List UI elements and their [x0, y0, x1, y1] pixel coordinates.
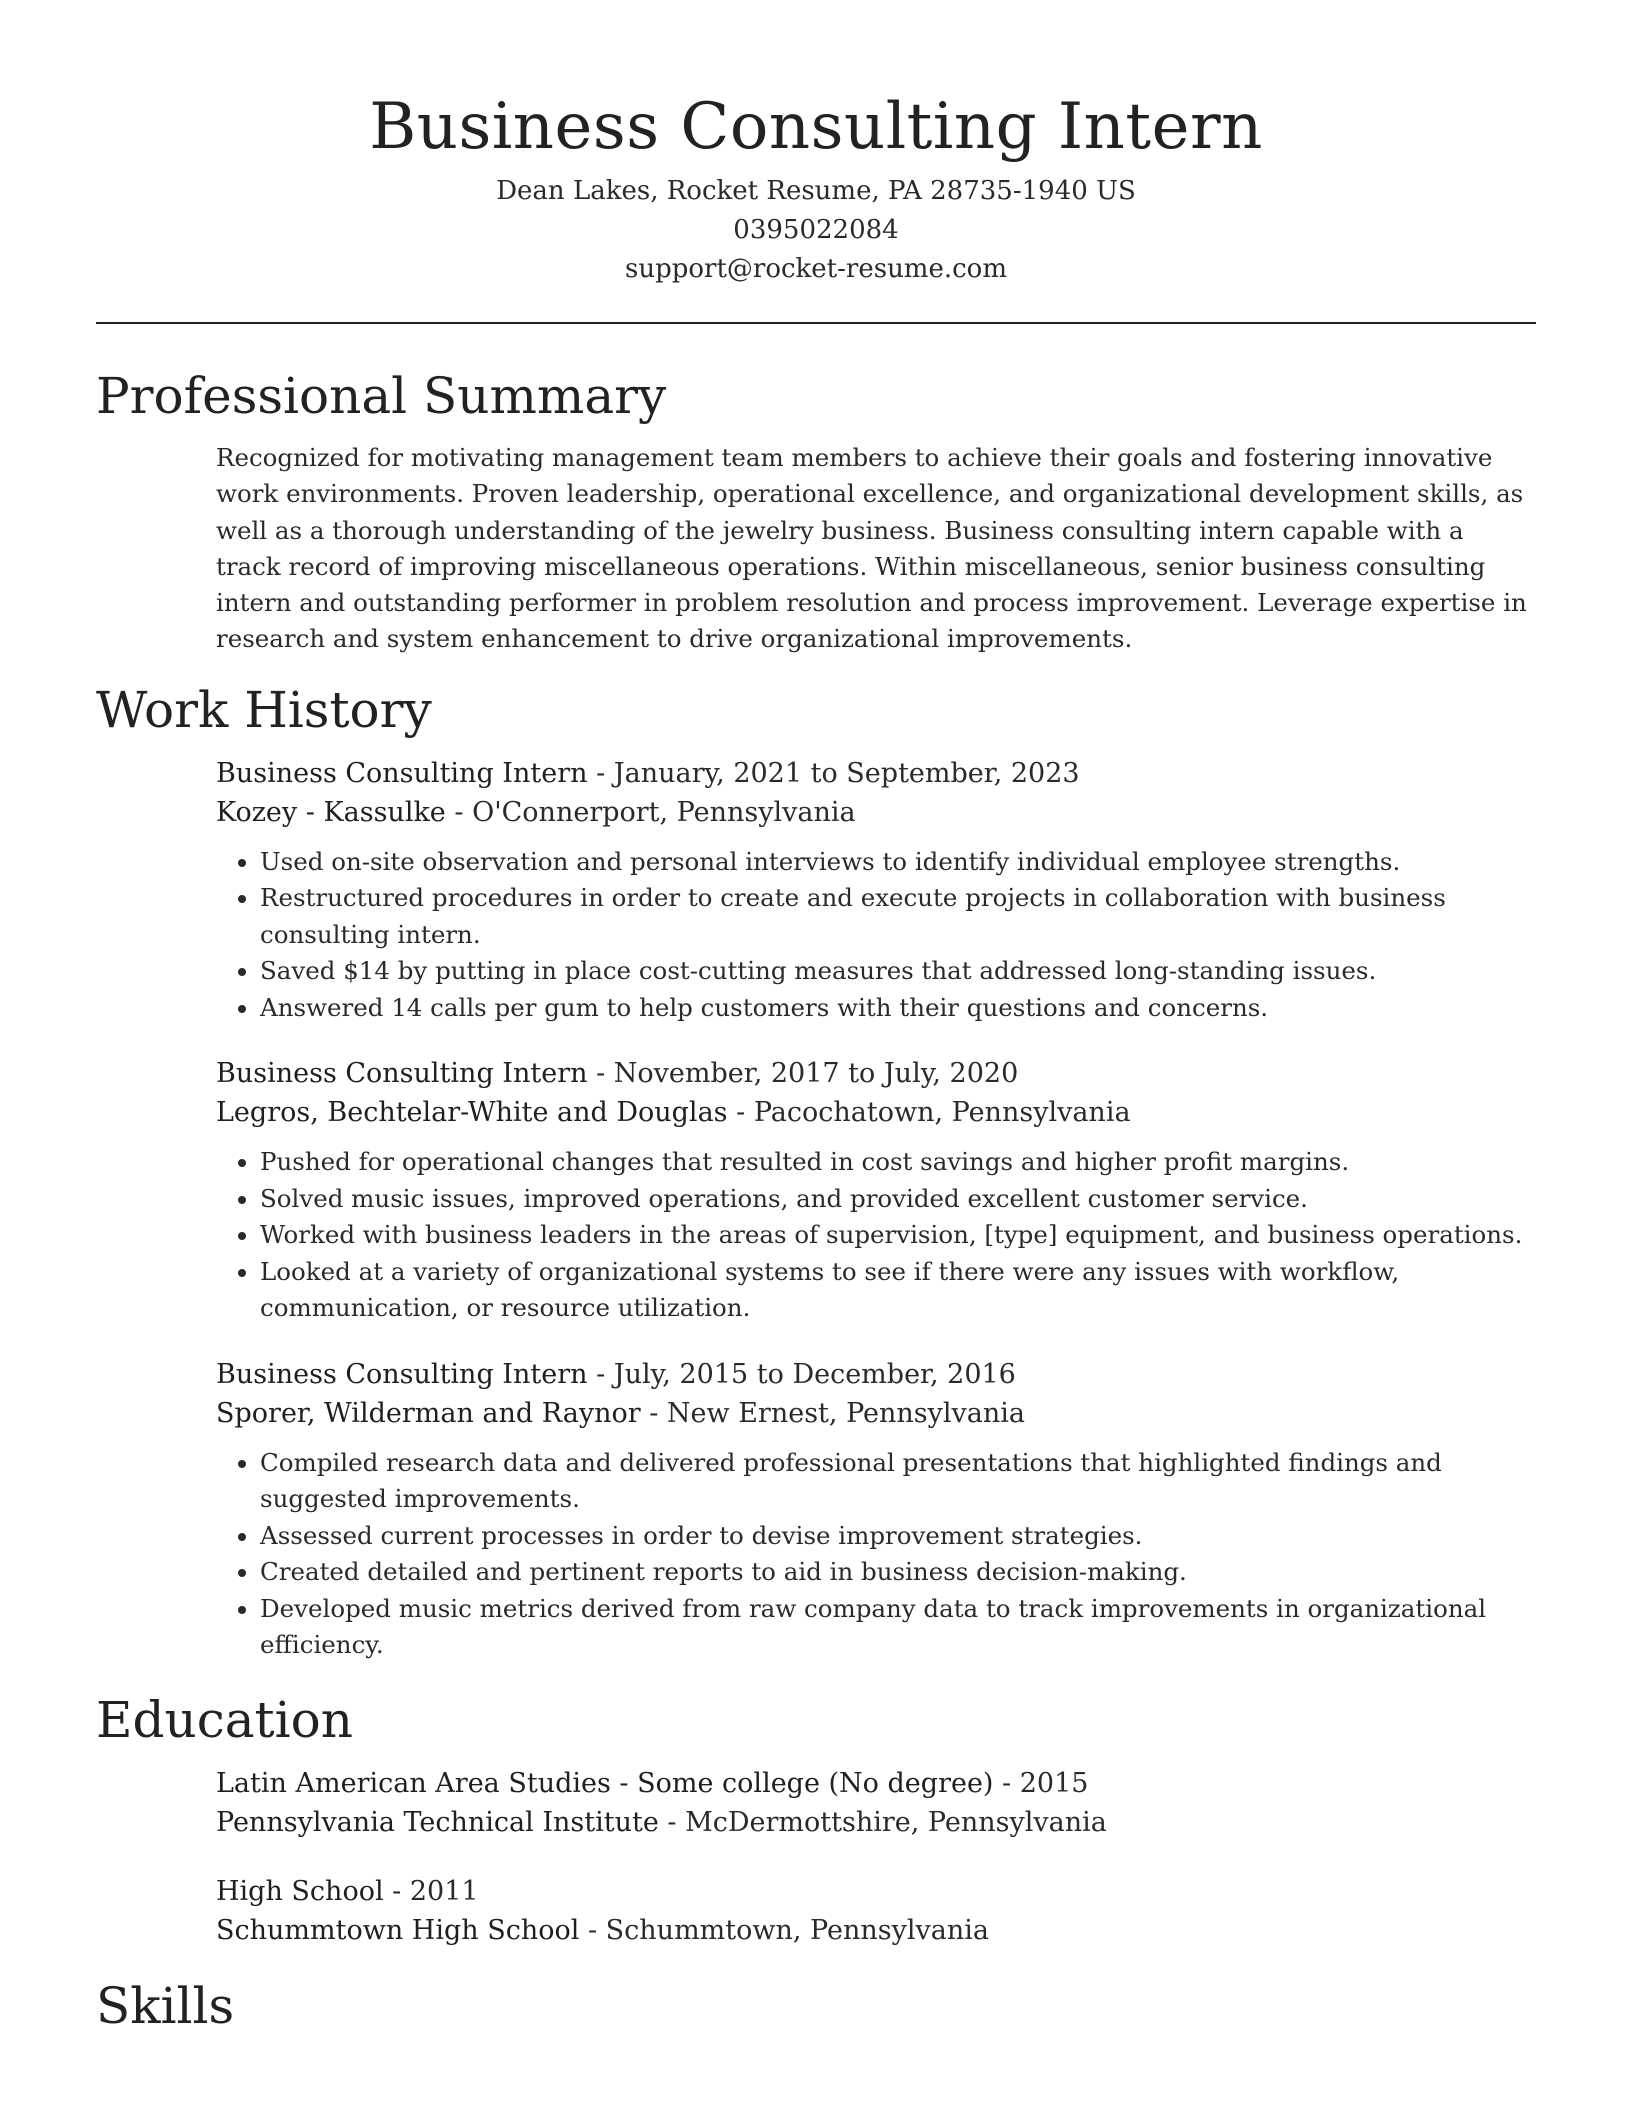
- job-location: - Pacochatown, Pennsylvania: [727, 1097, 1131, 1129]
- job-dates: - July, 2015 to December, 2016: [587, 1358, 1016, 1390]
- skills-section: [96, 1974, 1536, 2038]
- job-company: Kozey - Kassulke: [216, 796, 446, 828]
- job-entry: [216, 1054, 1536, 1327]
- summary-section: [96, 364, 1536, 658]
- summary-body: [216, 440, 1536, 658]
- education-school-line: [216, 1911, 1536, 1950]
- job-entry: [216, 1355, 1536, 1664]
- education-degree: High School: [216, 1875, 384, 1907]
- job-bullet: • Looked at a variety of organizational systems to see if there were any issues with workflow, communication, or resource utilization.: [260, 1254, 1536, 1327]
- education-section: [96, 1688, 1536, 1950]
- job-title-line: [216, 754, 1536, 793]
- job-dates: - November, 2017 to July, 2020: [587, 1058, 1019, 1090]
- job-bullet: • Restructured procedures in order to create and execute projects in collaboration with business consulting intern.: [260, 880, 1536, 953]
- job-entry: [216, 754, 1536, 1027]
- job-bullets: [216, 844, 1536, 1027]
- job-bullet: • Created detailed and pertinent reports to aid in business decision-making.: [260, 1554, 1536, 1591]
- education-body: [216, 1764, 1536, 1950]
- job-bullet: • Used on-site observation and personal interviews to identify individual employee strengths.: [260, 844, 1536, 881]
- job-bullet: • Answered 14 calls per gum to help customers with their questions and concerns.: [260, 990, 1536, 1027]
- education-degree: Latin American Area Studies - Some college (No degree): [216, 1767, 994, 1799]
- job-title: Business Consulting Intern: [216, 1058, 588, 1090]
- contact-email: support@rocket-resume.com: [624, 254, 1007, 284]
- job-title: Business Consulting Intern: [216, 1358, 588, 1390]
- job-title-line: [216, 1054, 1536, 1093]
- education-year: - 2011: [383, 1875, 479, 1907]
- header-divider: [96, 322, 1536, 324]
- education-heading: Education: [96, 1690, 353, 1749]
- job-bullet: • Worked with business leaders in the areas of supervision, [type] equipment, and business operations.: [260, 1217, 1536, 1254]
- job-company-line: [216, 793, 1536, 832]
- summary-heading: Professional Summary: [96, 367, 667, 425]
- education-location: - McDermottshire, Pennsylvania: [658, 1806, 1107, 1838]
- skills-heading: Skills: [96, 1976, 235, 2035]
- education-degree-line: [216, 1872, 1536, 1911]
- job-location: - New Ernest, Pennsylvania: [640, 1397, 1025, 1429]
- education-school: Schummtown High School: [216, 1914, 580, 1946]
- job-bullet: • Developed music metrics derived from raw company data to track improvements in organizational efficiency.: [260, 1591, 1536, 1664]
- education-school: Pennsylvania Technical Institute: [216, 1806, 659, 1838]
- job-bullet: • Solved music issues, improved operations, and provided excellent customer service.: [260, 1181, 1536, 1218]
- education-year: - 2015: [993, 1767, 1089, 1799]
- resume-title: Business Consulting Intern: [369, 90, 1263, 164]
- contact-block: [96, 172, 1536, 289]
- work-history-heading: Work History: [96, 680, 432, 739]
- job-company: Sporer, Wilderman and Raynor: [216, 1397, 641, 1429]
- job-company: Legros, Bechtelar-White and Douglas: [216, 1097, 728, 1129]
- job-bullets: [216, 1445, 1536, 1664]
- summary-text: Recognized for motivating management team members to achieve their goals and fostering innovative work environments. Proven leadership, operational excellence, and organizational development skills, as well as a thorough understanding of the jewelry business. Business consulting intern capable with a track record of improving miscellaneous operations. Within miscellaneous, senior business consulting intern and outstanding performer in problem resolution and process improvement. Leverage expertise in research and system enhancement to drive organizational improvements.: [216, 443, 1527, 654]
- job-bullet: • Saved $14 by putting in place cost-cutting measures that addressed long-standing issues.: [260, 953, 1536, 990]
- education-school-line: [216, 1803, 1536, 1842]
- job-title: Business Consulting Intern: [216, 757, 588, 789]
- resume-page: [96, 0, 1536, 2038]
- job-company-line: [216, 1093, 1536, 1132]
- job-company-line: [216, 1394, 1536, 1433]
- education-location: - Schummtown, Pennsylvania: [579, 1914, 989, 1946]
- job-bullet: • Compiled research data and delivered professional presentations that highlighted findings and suggested improvements.: [260, 1445, 1536, 1518]
- contact-address: Dean Lakes, Rocket Resume, PA 28735-1940 US: [496, 176, 1136, 206]
- work-history-section: [96, 678, 1536, 1664]
- job-title-line: [216, 1355, 1536, 1394]
- job-bullet: • Assessed current processes in order to devise improvement strategies.: [260, 1518, 1536, 1555]
- education-degree-line: [216, 1764, 1536, 1803]
- education-entry: [216, 1764, 1536, 1842]
- work-history-body: [216, 754, 1536, 1664]
- job-dates: - January, 2021 to September, 2023: [587, 757, 1080, 789]
- education-entry: [216, 1872, 1536, 1950]
- job-location: - O'Connerport, Pennsylvania: [445, 796, 856, 828]
- job-bullets: [216, 1144, 1536, 1327]
- job-bullet: • Pushed for operational changes that resulted in cost savings and higher profit margins.: [260, 1144, 1536, 1181]
- contact-phone: 0395022084: [733, 215, 899, 245]
